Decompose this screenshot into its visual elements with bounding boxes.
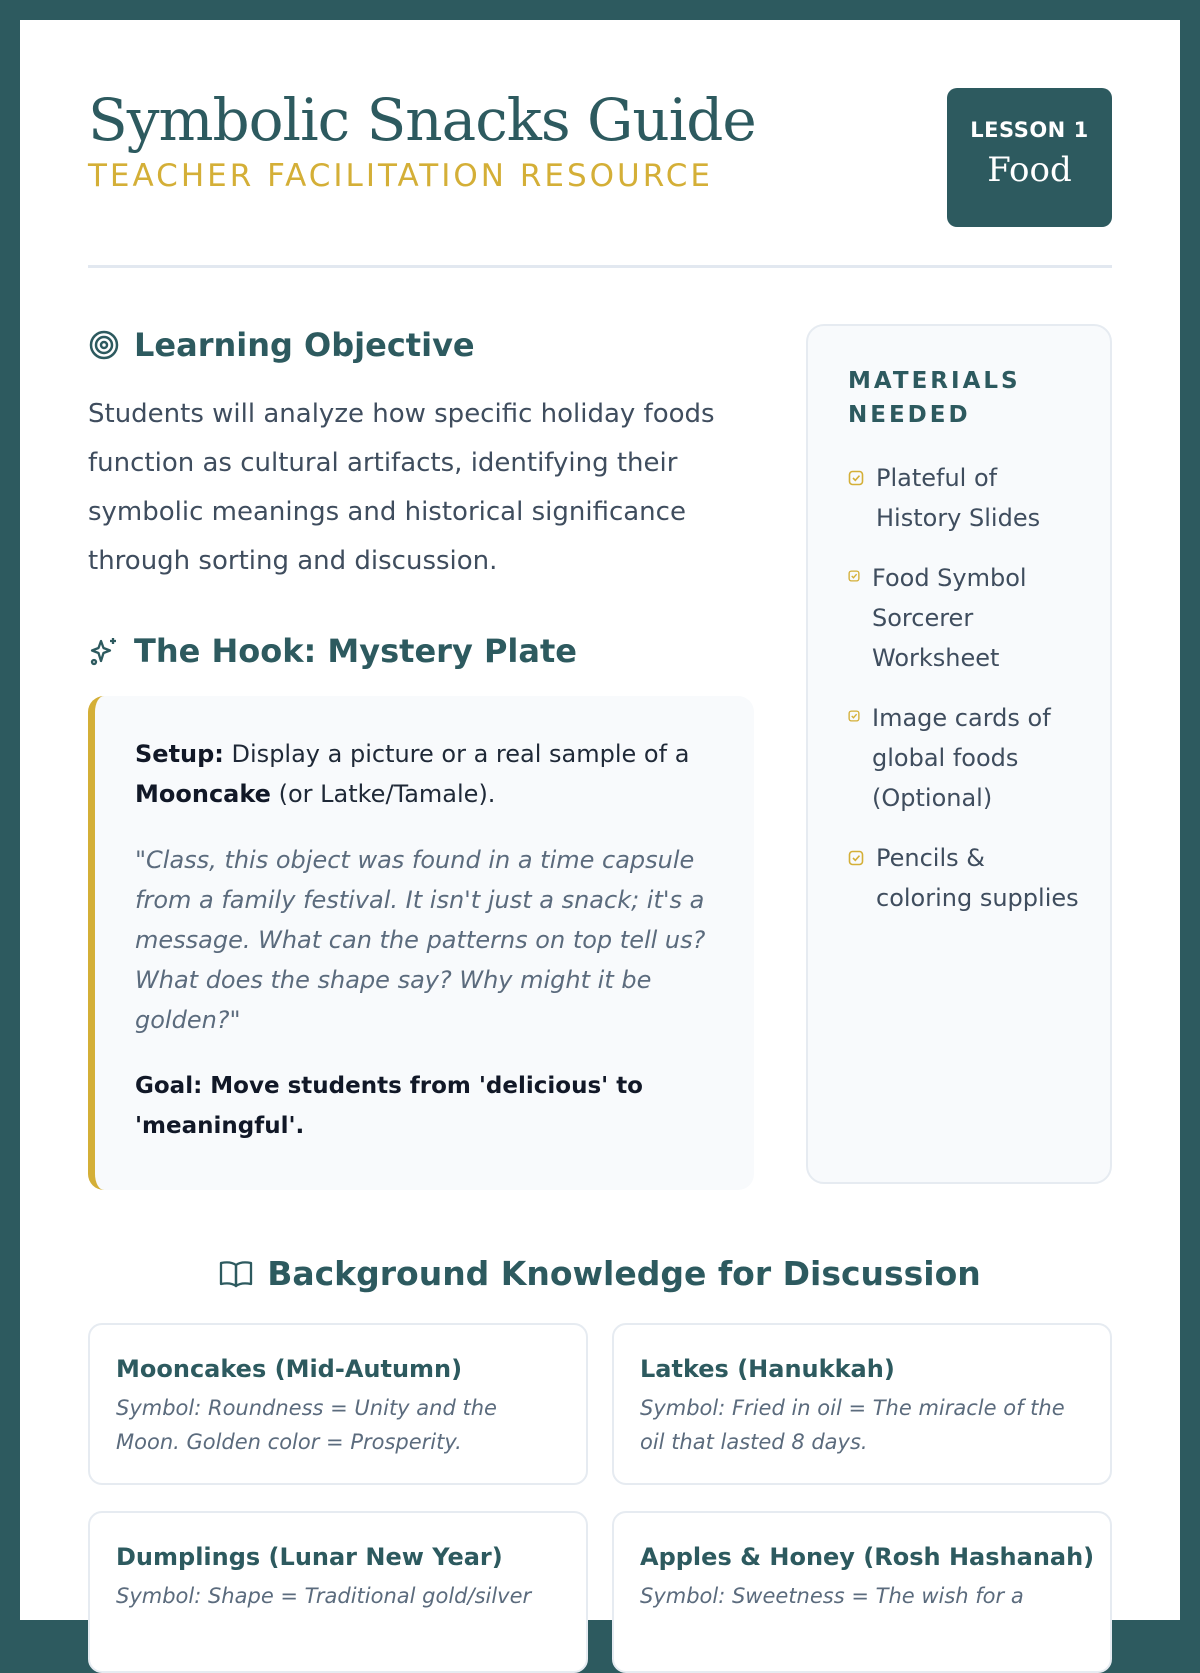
hook-setup-text-1: Display a picture or a real sample of a bbox=[223, 740, 690, 768]
hook-setup bbox=[135, 734, 714, 814]
food-card-title: Apples & Honey (Rosh Hashanah) bbox=[640, 1543, 1095, 1571]
food-card bbox=[88, 1323, 588, 1485]
objective-text: Students will analyze how specific holiday foods function as cultural artifacts, identifying their symbolic meanings and historical significance through sorting and discussion. bbox=[88, 399, 715, 576]
material-item-label: Image cards of global foods (Optional) bbox=[872, 704, 1051, 812]
hook-heading-text: The Hook: Mystery Plate bbox=[134, 632, 577, 670]
lesson-columns bbox=[88, 268, 1112, 1188]
lesson-badge-topic: Food bbox=[987, 150, 1072, 190]
hook-setup-food: Mooncake bbox=[135, 780, 271, 808]
main-column bbox=[88, 326, 754, 1190]
materials-title: MATERIALS NEEDED bbox=[848, 368, 1021, 428]
background-heading bbox=[88, 1254, 1112, 1293]
page-header bbox=[88, 20, 1112, 268]
background-section bbox=[88, 1254, 1112, 1673]
objective-heading-text: Learning Objective bbox=[134, 326, 475, 364]
page-subtitle: TEACHER FACILITATION RESOURCE bbox=[88, 158, 713, 194]
food-card-title: Latkes (Hanukkah) bbox=[640, 1355, 895, 1383]
hook-callout bbox=[88, 696, 754, 1190]
food-card-symbol: Symbol: Shape = Traditional gold/silver bbox=[116, 1584, 532, 1608]
background-heading-text: Background Knowledge for Discussion bbox=[267, 1254, 981, 1293]
hook-quote: "Class, this object was found in a time capsule from a family festival. It isn't just a snack; it's a message. What can the patterns on top tell us? What does the shape say? Why might it be golden?" bbox=[135, 846, 706, 1034]
material-item bbox=[848, 698, 1080, 818]
lesson-badge-number: LESSON 1 bbox=[970, 118, 1089, 142]
materials-list bbox=[848, 458, 1080, 918]
checkbox-icon bbox=[848, 850, 864, 866]
food-card-symbol: Symbol: Fried in oil = The miracle of the oil that lasted 8 days. bbox=[640, 1396, 1065, 1454]
material-item bbox=[848, 838, 1080, 918]
material-item bbox=[848, 458, 1080, 538]
food-card bbox=[612, 1511, 1112, 1673]
target-icon bbox=[88, 329, 120, 361]
checkbox-icon bbox=[848, 710, 860, 722]
food-card bbox=[612, 1323, 1112, 1485]
material-item-label: Plateful of History Slides bbox=[876, 464, 1041, 532]
food-card-title: Dumplings (Lunar New Year) bbox=[116, 1543, 503, 1571]
background-cards bbox=[88, 1323, 1112, 1673]
food-card-symbol: Symbol: Roundness = Unity and the Moon. Golden color = Prosperity. bbox=[116, 1396, 497, 1454]
hook-goal: Goal: Move students from 'delicious' to 'meaningful'. bbox=[135, 1073, 643, 1139]
objective-heading bbox=[88, 326, 754, 364]
materials-panel bbox=[806, 324, 1112, 1184]
food-card-title: Mooncakes (Mid-Autumn) bbox=[116, 1355, 463, 1383]
checkbox-icon bbox=[848, 570, 860, 582]
hook-heading bbox=[88, 632, 754, 670]
sparkles-icon bbox=[88, 635, 120, 667]
checkbox-icon bbox=[848, 470, 864, 486]
book-open-icon bbox=[219, 1259, 253, 1289]
food-card-symbol: Symbol: Sweetness = The wish for a bbox=[640, 1584, 1024, 1608]
hook-setup-label: Setup: bbox=[135, 740, 224, 768]
material-item-label: Pencils & coloring supplies bbox=[876, 844, 1079, 912]
page-title: Symbolic Snacks Guide bbox=[88, 86, 756, 154]
hook-setup-text-2: (or Latke/Tamale). bbox=[270, 780, 496, 808]
food-card bbox=[88, 1511, 588, 1673]
lesson-page bbox=[20, 20, 1180, 1620]
material-item bbox=[848, 558, 1080, 678]
lesson-badge bbox=[947, 88, 1112, 227]
material-item-label: Food Symbol Sorcerer Worksheet bbox=[872, 564, 1027, 672]
